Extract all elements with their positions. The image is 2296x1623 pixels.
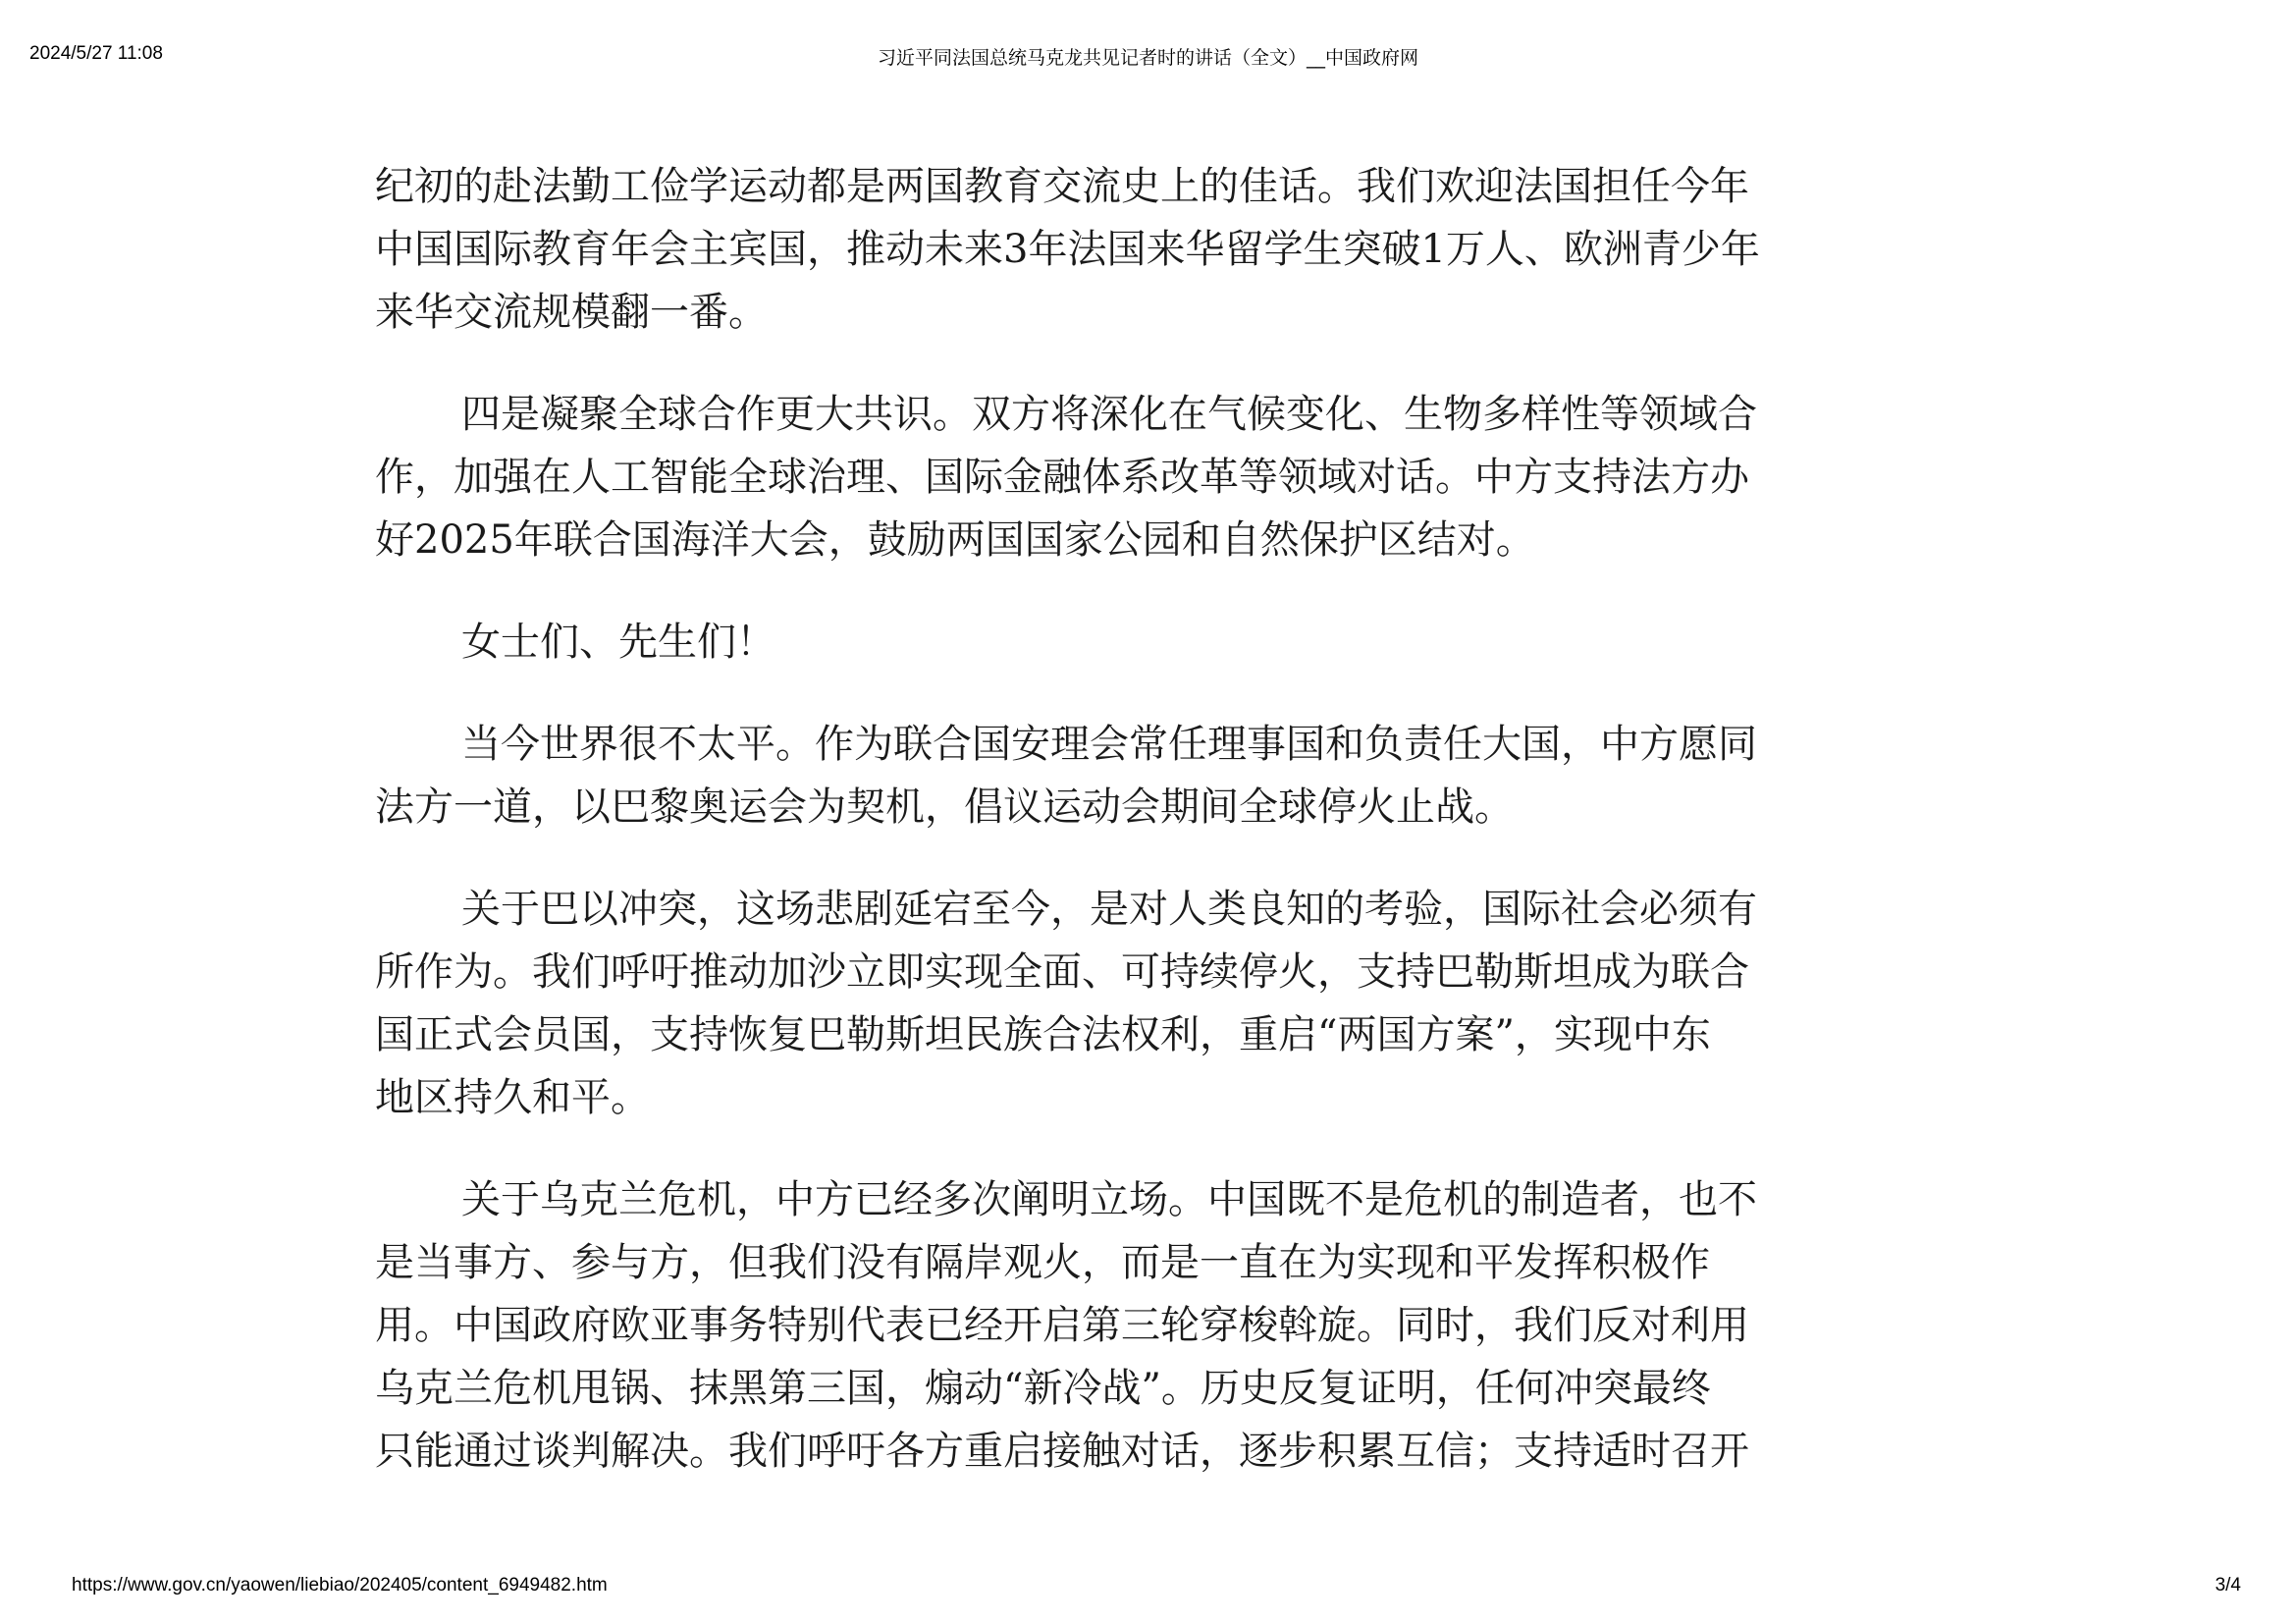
paragraph-line: 女士们、先生们！ — [461, 620, 775, 665]
paragraph-line: 关于乌克兰危机，中方已经多次阐明立场。中国既不是危机的制造者，也不 — [461, 1177, 1757, 1222]
paragraph-line: 只能通过谈判解决。我们呼吁各方重启接触对话，逐步积累互信；支持适时召开 — [375, 1429, 1749, 1474]
paragraph-line: 地区持久和平。 — [375, 1075, 650, 1120]
paragraph-line: 好2025年联合国海洋大会，鼓励两国国家公园和自然保护区结对。 — [375, 517, 1535, 563]
article-body — [375, 155, 1946, 1522]
paragraph-line: 四是凝聚全球合作更大共识。双方将深化在气候变化、生物多样性等领域合 — [461, 392, 1757, 437]
print-page-number: 3/4 — [2215, 1575, 2241, 1596]
paragraph-line: 用。中国政府欧亚事务特别代表已经开启第三轮穿梭斡旋。同时，我们反对利用 — [375, 1303, 1749, 1348]
paragraph-line: 关于巴以冲突，这场悲剧延宕至今，是对人类良知的考验，国际社会必须有 — [461, 887, 1757, 932]
article-paragraph — [375, 611, 1946, 674]
article-paragraph — [375, 878, 1946, 1129]
paragraph-line: 当今世界很不太平。作为联合国安理会常任理事国和负责任大国，中方愿同 — [461, 722, 1757, 767]
paragraph-line: 中国国际教育年会主宾国，推动未来3年法国来华留学生突破1万人、欧洲青少年 — [375, 227, 1760, 272]
print-page-title: 习近平同法国总统马克龙共见记者时的讲话（全文）__中国政府网 — [877, 47, 1418, 69]
paragraph-line: 法方一道，以巴黎奥运会为契机，倡议运动会期间全球停火止战。 — [375, 784, 1514, 830]
article-paragraph — [375, 1168, 1946, 1483]
print-source-url: https://www.gov.cn/yaowen/liebiao/202405/content_6949482.htm — [72, 1575, 608, 1596]
paragraph-line: 作，加强在人工智能全球治理、国际金融体系改革等领域对话。中方支持法方办 — [375, 455, 1749, 500]
paragraph-line: 是当事方、参与方，但我们没有隔岸观火，而是一直在为实现和平发挥积极作 — [375, 1240, 1710, 1285]
article-paragraph — [375, 155, 1946, 344]
paragraph-line: 乌克兰危机甩锅、抹黑第三国，煽动“新冷战”。历史反复证明，任何冲突最终 — [375, 1366, 1711, 1411]
article-paragraph — [375, 713, 1946, 839]
paragraph-line: 纪初的赴法勤工俭学运动都是两国教育交流史上的佳话。我们欢迎法国担任今年 — [375, 164, 1749, 209]
print-datetime: 2024/5/27 11:08 — [29, 43, 163, 64]
paragraph-line: 所作为。我们呼吁推动加沙立即实现全面、可持续停火，支持巴勒斯坦成为联合 — [375, 949, 1749, 995]
paragraph-line: 来华交流规模翻一番。 — [375, 290, 768, 335]
paragraph-line: 国正式会员国，支持恢复巴勒斯坦民族合法权利，重启“两国方案”，实现中东 — [375, 1012, 1711, 1057]
article-paragraph — [375, 383, 1946, 571]
